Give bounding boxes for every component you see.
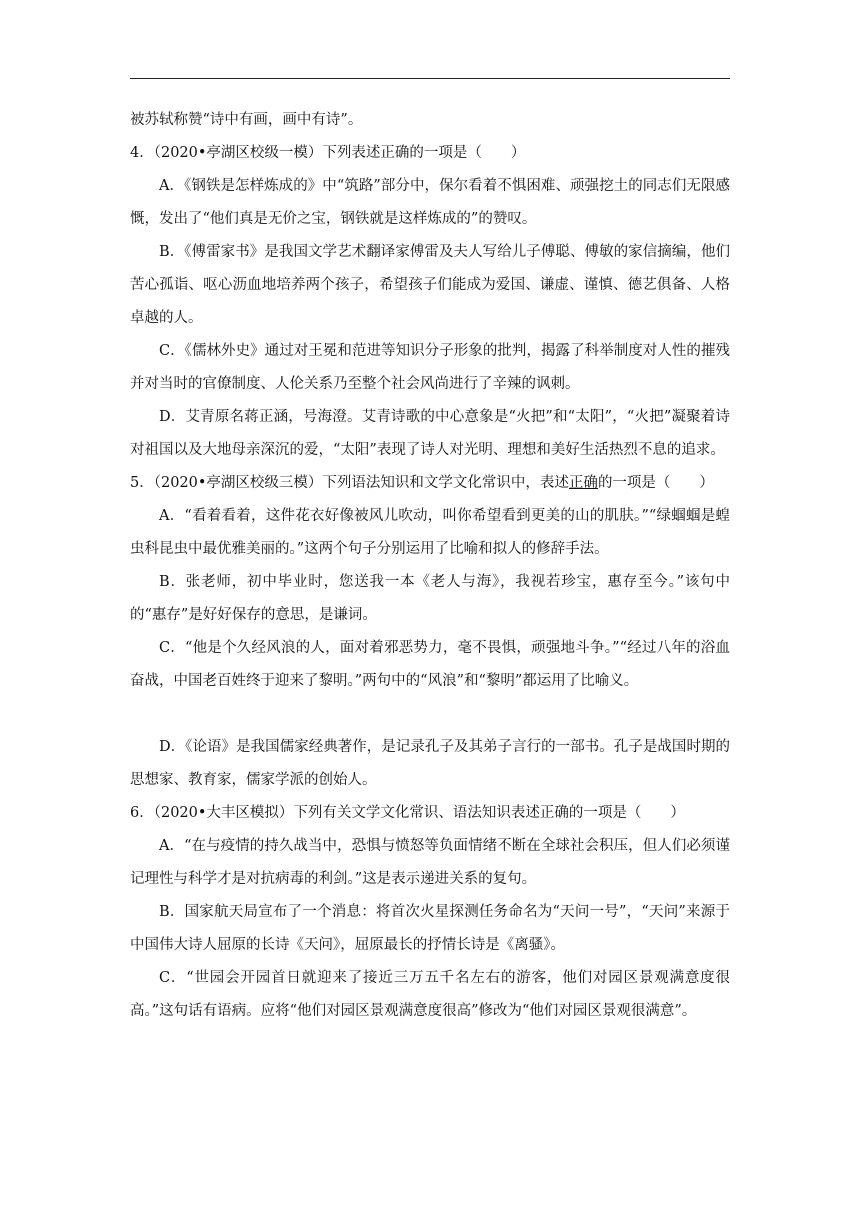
question-4-stem: 4．（2020•亭湖区校级一模）下列表述正确的一项是（ ） [130, 145, 526, 161]
prev-question-continuation: 被苏轼称赞“诗中有画，画中有诗”。 [130, 112, 363, 128]
document-body [130, 104, 730, 1028]
question-5-stem-before: 5．（2020•亭湖区校级三模）下列语法知识和文学文化常识中，表述 [130, 475, 569, 491]
question-4 [130, 137, 730, 467]
question-5-option-b: B．张老师，初中毕业时，您送我一本《老人与海》，我视若珍宝，惠存至今。”该句中的“惠存”是好好保存的意思，是谦词。 [130, 574, 730, 623]
question-4-option-c: C．《儒林外史》通过对王冕和范进等知识分子形象的批判，揭露了科举制度对人性的摧残并对当时的官僚制度、人伦关系乃至整个社会风尚进行了辛辣的讽刺。 [130, 343, 730, 392]
question-6-option-a: A．“在与疫情的持久战当中，恐惧与愤怒等负面情绪不断在全球社会积压，但人们必须谨记理性与科学才是对抗病毒的利剑。”这是表示递进关系的复句。 [130, 838, 730, 887]
question-5-option-d: D．《论语》是我国儒家经典著作，是记录孔子及其弟子言行的一部书。孔子是战国时期的思想家、教育家，儒家学派的创始人。 [130, 739, 730, 788]
question-4-option-b: B．《傅雷家书》是我国文学艺术翻译家傅雷及夫人写给儿子傅聪、傅敏的家信摘编，他们苦心孤诣、呕心沥血地培养两个孩子，希望孩子们能成为爱国、谦虚、谨慎、德艺俱备、人格卓越的人。 [130, 244, 730, 326]
question-4-option-d: D．艾青原名蒋正涵，号海澄。艾青诗歌的中心意象是“火把”和“太阳”，“火把”凝聚着诗对祖国以及大地母亲深沉的爱，“太阳”表现了诗人对光明、理想和美好生活热烈不息的追求。 [130, 409, 730, 458]
question-5-stem-underlined: 正确 [568, 475, 598, 491]
question-5-stem-after: 的一项是（ ） [597, 475, 714, 491]
question-5-option-a: A．“看着看着，这件花衣好像被风儿吹动，叫你希望看到更美的山的肌肤。”“绿蝈蝈是蝗虫科昆虫中最优雅美丽的。”这两个句子分别运用了比喻和拟人的修辞手法。 [130, 508, 730, 557]
question-4-option-a: A．《钢铁是怎样炼成的》中“筑路”部分中，保尔看着不惧困难、顽强挖土的同志们无限感慨，发出了“他们真是无价之宝，钢铁就是这样炼成的”的赞叹。 [130, 178, 730, 227]
question-6-option-b: B．国家航天局宣布了一个消息：将首次火星探测任务命名为“天问一号”，“天问”来源于中国伟大诗人屈原的长诗《天问》，屈原最长的抒情长诗是《离骚》。 [130, 904, 730, 953]
question-5 [130, 467, 730, 797]
blank-spacer [130, 698, 730, 731]
header-rule [130, 78, 730, 79]
question-5-stem [130, 467, 730, 500]
question-6 [130, 797, 730, 1028]
question-6-option-c: C．“世园会开园首日就迎来了接近三万五千名左右的游客，他们对园区景观满意度很高。”这句话有语病。应将“他们对园区景观满意度很高”修改为“他们对园区景观很满意”。 [130, 970, 730, 1019]
question-5-option-c: C．“他是个久经风浪的人，面对着邪恶势力，毫不畏惧，顽强地斗争。”“经过八年的浴血奋战，中国老百姓终于迎来了黎明。”两句中的“风浪”和“黎明”都运用了比喻义。 [130, 640, 730, 689]
question-6-stem: 6．（2020•大丰区模拟）下列有关文学文化常识、语法知识表述正确的一项是（ ） [130, 805, 685, 821]
